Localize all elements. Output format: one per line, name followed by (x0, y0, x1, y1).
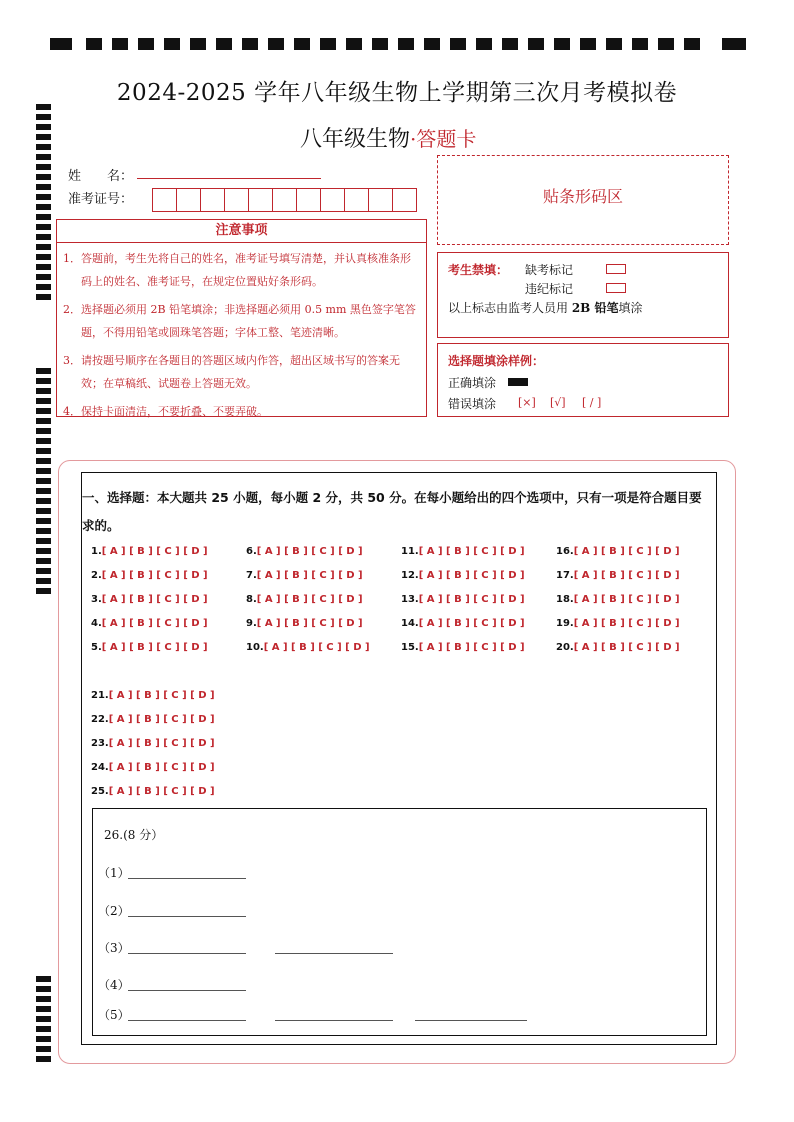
choice-row[interactable] (556, 546, 680, 557)
question-number: 25. (91, 786, 109, 797)
proctor-note (448, 299, 643, 316)
wrong-fill-label: 错误填涂 (448, 397, 497, 411)
card-subtitle (300, 122, 476, 153)
choice-row[interactable] (246, 618, 363, 629)
choice-options[interactable]: [ A ] [ B ] [ C ] [ D ] (108, 690, 215, 701)
choice-row[interactable] (246, 642, 370, 653)
question-number: 8. (246, 594, 257, 605)
choice-row[interactable] (246, 546, 363, 557)
q26-part-label: （5） (98, 1008, 130, 1022)
correct-fill-label: 正确填涂 (448, 376, 497, 390)
id-box[interactable] (176, 188, 201, 212)
question-number: 22. (91, 714, 109, 725)
choice-row[interactable] (556, 570, 680, 581)
answer-line[interactable] (128, 878, 246, 879)
wrong-mark-slash: [ / ] (582, 396, 602, 409)
question-number: 23. (91, 738, 109, 749)
question-number: 13. (401, 594, 419, 605)
choice-row[interactable] (91, 546, 208, 557)
question-number: 15. (401, 642, 419, 653)
id-box[interactable] (320, 188, 345, 212)
q26-part-label: （3） (98, 941, 130, 955)
choice-row[interactable] (91, 570, 208, 581)
question-number: 24. (91, 762, 109, 773)
q26-part-label: （2） (98, 904, 130, 918)
choice-options[interactable]: [ A ] [ B ] [ C ] [ D ] (256, 570, 363, 581)
id-box[interactable] (200, 188, 225, 212)
choice-options[interactable]: [ A ] [ B ] [ C ] [ D ] (108, 762, 215, 773)
answer-line[interactable] (275, 953, 393, 954)
id-box[interactable] (152, 188, 177, 212)
notice-item: 2．选择题必须用 2B 铅笔填涂；非选择题必须用 0.5 mm 黑色签字笔答题，不得用铅笔或圆珠笔答题；字体工整、笔迹清晰。 (63, 303, 416, 339)
question-number: 12. (401, 570, 419, 581)
question-number: 20. (556, 642, 574, 653)
choice-row[interactable] (91, 786, 215, 797)
choice-options[interactable]: [ A ] [ B ] [ C ] [ D ] (573, 570, 680, 581)
answer-line[interactable] (128, 916, 246, 917)
id-box[interactable] (368, 188, 393, 212)
choice-options[interactable]: [ A ] [ B ] [ C ] [ D ] (263, 642, 370, 653)
top-timing-marks (50, 38, 746, 50)
choice-options[interactable]: [ A ] [ B ] [ C ] [ D ] (101, 546, 208, 557)
note-pre: 以上标志由监考人员用 (448, 301, 572, 315)
q26-part-label: （4） (98, 978, 130, 992)
question-number: 18. (556, 594, 574, 605)
answer-line[interactable] (128, 953, 246, 954)
subtitle-separator: · (410, 127, 417, 151)
question-number: 11. (401, 546, 419, 557)
choice-options[interactable]: [ A ] [ B ] [ C ] [ D ] (573, 594, 680, 605)
choice-row[interactable] (91, 762, 215, 773)
question-number: 1. (91, 546, 102, 557)
question-number: 6. (246, 546, 257, 557)
id-box[interactable] (224, 188, 249, 212)
choice-row[interactable] (246, 570, 363, 581)
fill-sample-box (437, 343, 729, 417)
choice-row[interactable] (401, 546, 525, 557)
choice-row[interactable] (246, 594, 363, 605)
choice-options[interactable]: [ A ] [ B ] [ C ] [ D ] (101, 594, 208, 605)
question-number: 19. (556, 618, 574, 629)
choice-row[interactable] (556, 642, 680, 653)
question-number: 14. (401, 618, 419, 629)
choice-options[interactable]: [ A ] [ B ] [ C ] [ D ] (573, 546, 680, 557)
id-box[interactable] (248, 188, 273, 212)
choice-row[interactable] (91, 618, 208, 629)
choice-options[interactable]: [ A ] [ B ] [ C ] [ D ] (418, 642, 525, 653)
question-number: 17. (556, 570, 574, 581)
question-26-box (92, 808, 707, 1036)
q26-title: 26.(8 分） (104, 828, 164, 842)
question-number: 2. (91, 570, 102, 581)
name-label: 姓 名： (68, 169, 134, 184)
choice-row[interactable] (401, 570, 525, 581)
answer-line[interactable] (415, 1020, 527, 1021)
choice-row[interactable] (401, 594, 525, 605)
question-number: 9. (246, 618, 257, 629)
choice-options[interactable]: [ A ] [ B ] [ C ] [ D ] (418, 594, 525, 605)
question-number: 16. (556, 546, 574, 557)
choice-row[interactable] (91, 738, 215, 749)
choice-row[interactable] (401, 642, 525, 653)
choice-options[interactable]: [ A ] [ B ] [ C ] [ D ] (256, 618, 363, 629)
choice-options[interactable]: [ A ] [ B ] [ C ] [ D ] (573, 618, 680, 629)
notice-heading: 注意事项 (56, 219, 427, 243)
absent-label: 缺考标记 (525, 263, 574, 277)
choice-options[interactable]: [ A ] [ B ] [ C ] [ D ] (256, 594, 363, 605)
choice-options[interactable]: [ A ] [ B ] [ C ] [ D ] (256, 546, 363, 557)
notice-item: 1．答题前，考生先将自己的姓名，准考证号填写清楚，并认真核准条形码上的姓名、准考证号，在规定位置贴好条形码。 (63, 252, 411, 288)
question-number: 4. (91, 618, 102, 629)
notice-item: 4．保持卡面清洁，不要折叠、不要弄破。 (63, 405, 268, 418)
id-box[interactable] (296, 188, 321, 212)
choice-row[interactable] (91, 690, 215, 701)
question-number: 10. (246, 642, 264, 653)
exam-id-label: 准考证号： (68, 192, 134, 207)
violation-mark-box[interactable] (606, 283, 626, 293)
id-box[interactable] (272, 188, 297, 212)
subject-label: 八年级生物 (300, 127, 411, 152)
choice-options[interactable]: [ A ] [ B ] [ C ] [ D ] (101, 618, 208, 629)
question-number: 5. (91, 642, 102, 653)
answer-line[interactable] (128, 1020, 246, 1021)
answer-line[interactable] (275, 1020, 393, 1021)
choice-options[interactable]: [ A ] [ B ] [ C ] [ D ] (418, 570, 525, 581)
choice-row[interactable] (556, 618, 680, 629)
note-post: 填涂 (618, 301, 643, 315)
absent-mark-box[interactable] (606, 264, 626, 274)
choice-options[interactable]: [ A ] [ B ] [ C ] [ D ] (573, 642, 680, 653)
wrong-mark-x: [×] (518, 396, 536, 409)
violation-label: 违纪标记 (525, 282, 574, 296)
choice-options[interactable]: [ A ] [ B ] [ C ] [ D ] (108, 786, 215, 797)
wrong-mark-check: [√] (550, 396, 566, 409)
choice-options[interactable]: [ A ] [ B ] [ C ] [ D ] (108, 738, 215, 749)
choice-options[interactable]: [ A ] [ B ] [ C ] [ D ] (108, 714, 215, 725)
correct-fill-sample (508, 378, 528, 386)
choice-row[interactable] (556, 594, 680, 605)
answer-card-label: 答题卡 (416, 127, 477, 151)
proctor-only-box (437, 252, 729, 338)
notice-body (56, 242, 427, 417)
choice-row[interactable] (91, 594, 208, 605)
id-box[interactable] (344, 188, 369, 212)
choice-options[interactable]: [ A ] [ B ] [ C ] [ D ] (418, 618, 525, 629)
note-bold: 2B 铅笔 (571, 301, 619, 315)
choice-options[interactable]: [ A ] [ B ] [ C ] [ D ] (418, 546, 525, 557)
choice-row[interactable] (91, 714, 215, 725)
question-number: 7. (246, 570, 257, 581)
q26-part-label: （1） (98, 866, 130, 880)
question-number: 21. (91, 690, 109, 701)
section1-intro: 一、选择题：本大题共 25 小题，每小题 2 分，共 50 分。在每小题给出的四个选项中，只有一项是符合题目要求的。 (82, 490, 702, 533)
id-box[interactable] (392, 188, 417, 212)
sample-heading: 选择题填涂样例： (448, 354, 545, 368)
question-number: 3. (91, 594, 102, 605)
barcode-area: 贴条形码区 (437, 155, 729, 245)
proctor-heading: 考生禁填： (448, 263, 509, 277)
name-input-line[interactable] (137, 178, 321, 179)
notice-item: 3．请按题号顺序在各题目的答题区域内作答，超出区域书写的答案无效；在草稿纸、试题卷上答题无效。 (63, 354, 400, 390)
choice-row[interactable] (401, 618, 525, 629)
answer-line[interactable] (128, 990, 246, 991)
choice-options[interactable]: [ A ] [ B ] [ C ] [ D ] (101, 570, 208, 581)
exam-title: 2024-2025 学年八年级生物上学期第三次月考模拟卷 (116, 80, 678, 106)
choice-row[interactable] (91, 642, 208, 653)
choice-options[interactable]: [ A ] [ B ] [ C ] [ D ] (101, 642, 208, 653)
exam-id-boxes[interactable] (152, 188, 416, 212)
